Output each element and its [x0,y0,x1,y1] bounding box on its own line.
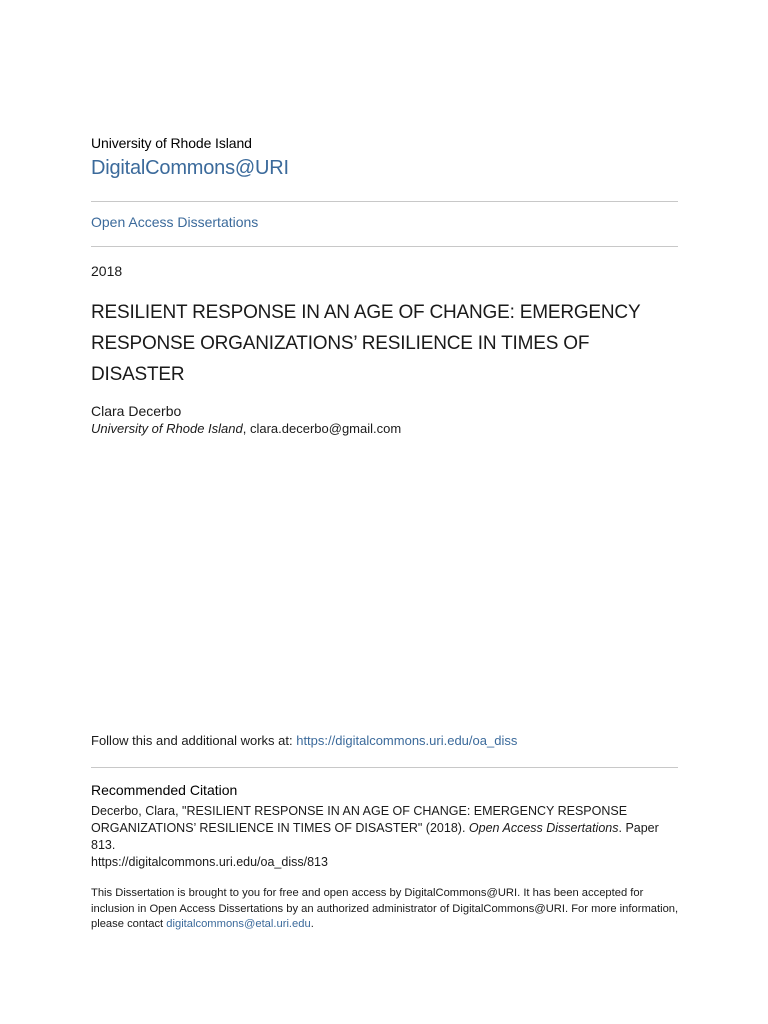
affiliation-institution: University of Rhode Island [91,421,243,436]
citation-url: https://digitalcommons.uri.edu/oa_diss/813 [91,855,328,869]
contact-email-link[interactable]: digitalcommons@etal.uri.edu [166,918,311,930]
citation-text [91,803,681,871]
footer-notice [91,886,681,933]
footer-end: . [310,918,314,930]
divider [91,246,678,247]
institution-name: University of Rhode Island [91,135,252,151]
citation-series: Open Access Dissertations [468,821,619,835]
recommended-citation-heading: Recommended Citation [91,782,238,798]
collection-link[interactable]: Open Access Dissertations [91,214,259,230]
author-email: , clara.decerbo@gmail.com [242,421,402,436]
divider [91,767,678,768]
follow-link[interactable]: https://digitalcommons.uri.edu/oa_diss [296,733,518,748]
author-name: Clara Decerbo [91,403,182,419]
citation-body: Decerbo, Clara, "RESILIENT RESPONSE IN AN AGE OF CHANGE: EMERGENCY RESPONSE ORGANIZATIONS’ RESILIENCE IN TIMES OF DISASTER" (2018). [91,804,628,835]
publication-year: 2018 [91,263,123,279]
repository-link[interactable]: DigitalCommons@URI [91,157,289,179]
author-affiliation [91,421,401,436]
citation-paper: . Paper 813. [91,821,659,852]
document-title: RESILIENT RESPONSE IN AN AGE OF CHANGE: EMERGENCY RESPONSE ORGANIZATIONS’ RESILIENCE IN TIMES OF DISASTER [91,302,641,385]
divider [91,201,678,202]
follow-line [91,733,517,748]
footer-text: This Dissertation is brought to you for free and open access by DigitalCommons@URI. It has been accepted for inclusion in Open Access Dissertations by an authorized administrator of DigitalCommons@URI. For more information, please contact [91,887,679,930]
follow-label: Follow this and additional works at: [91,733,297,748]
